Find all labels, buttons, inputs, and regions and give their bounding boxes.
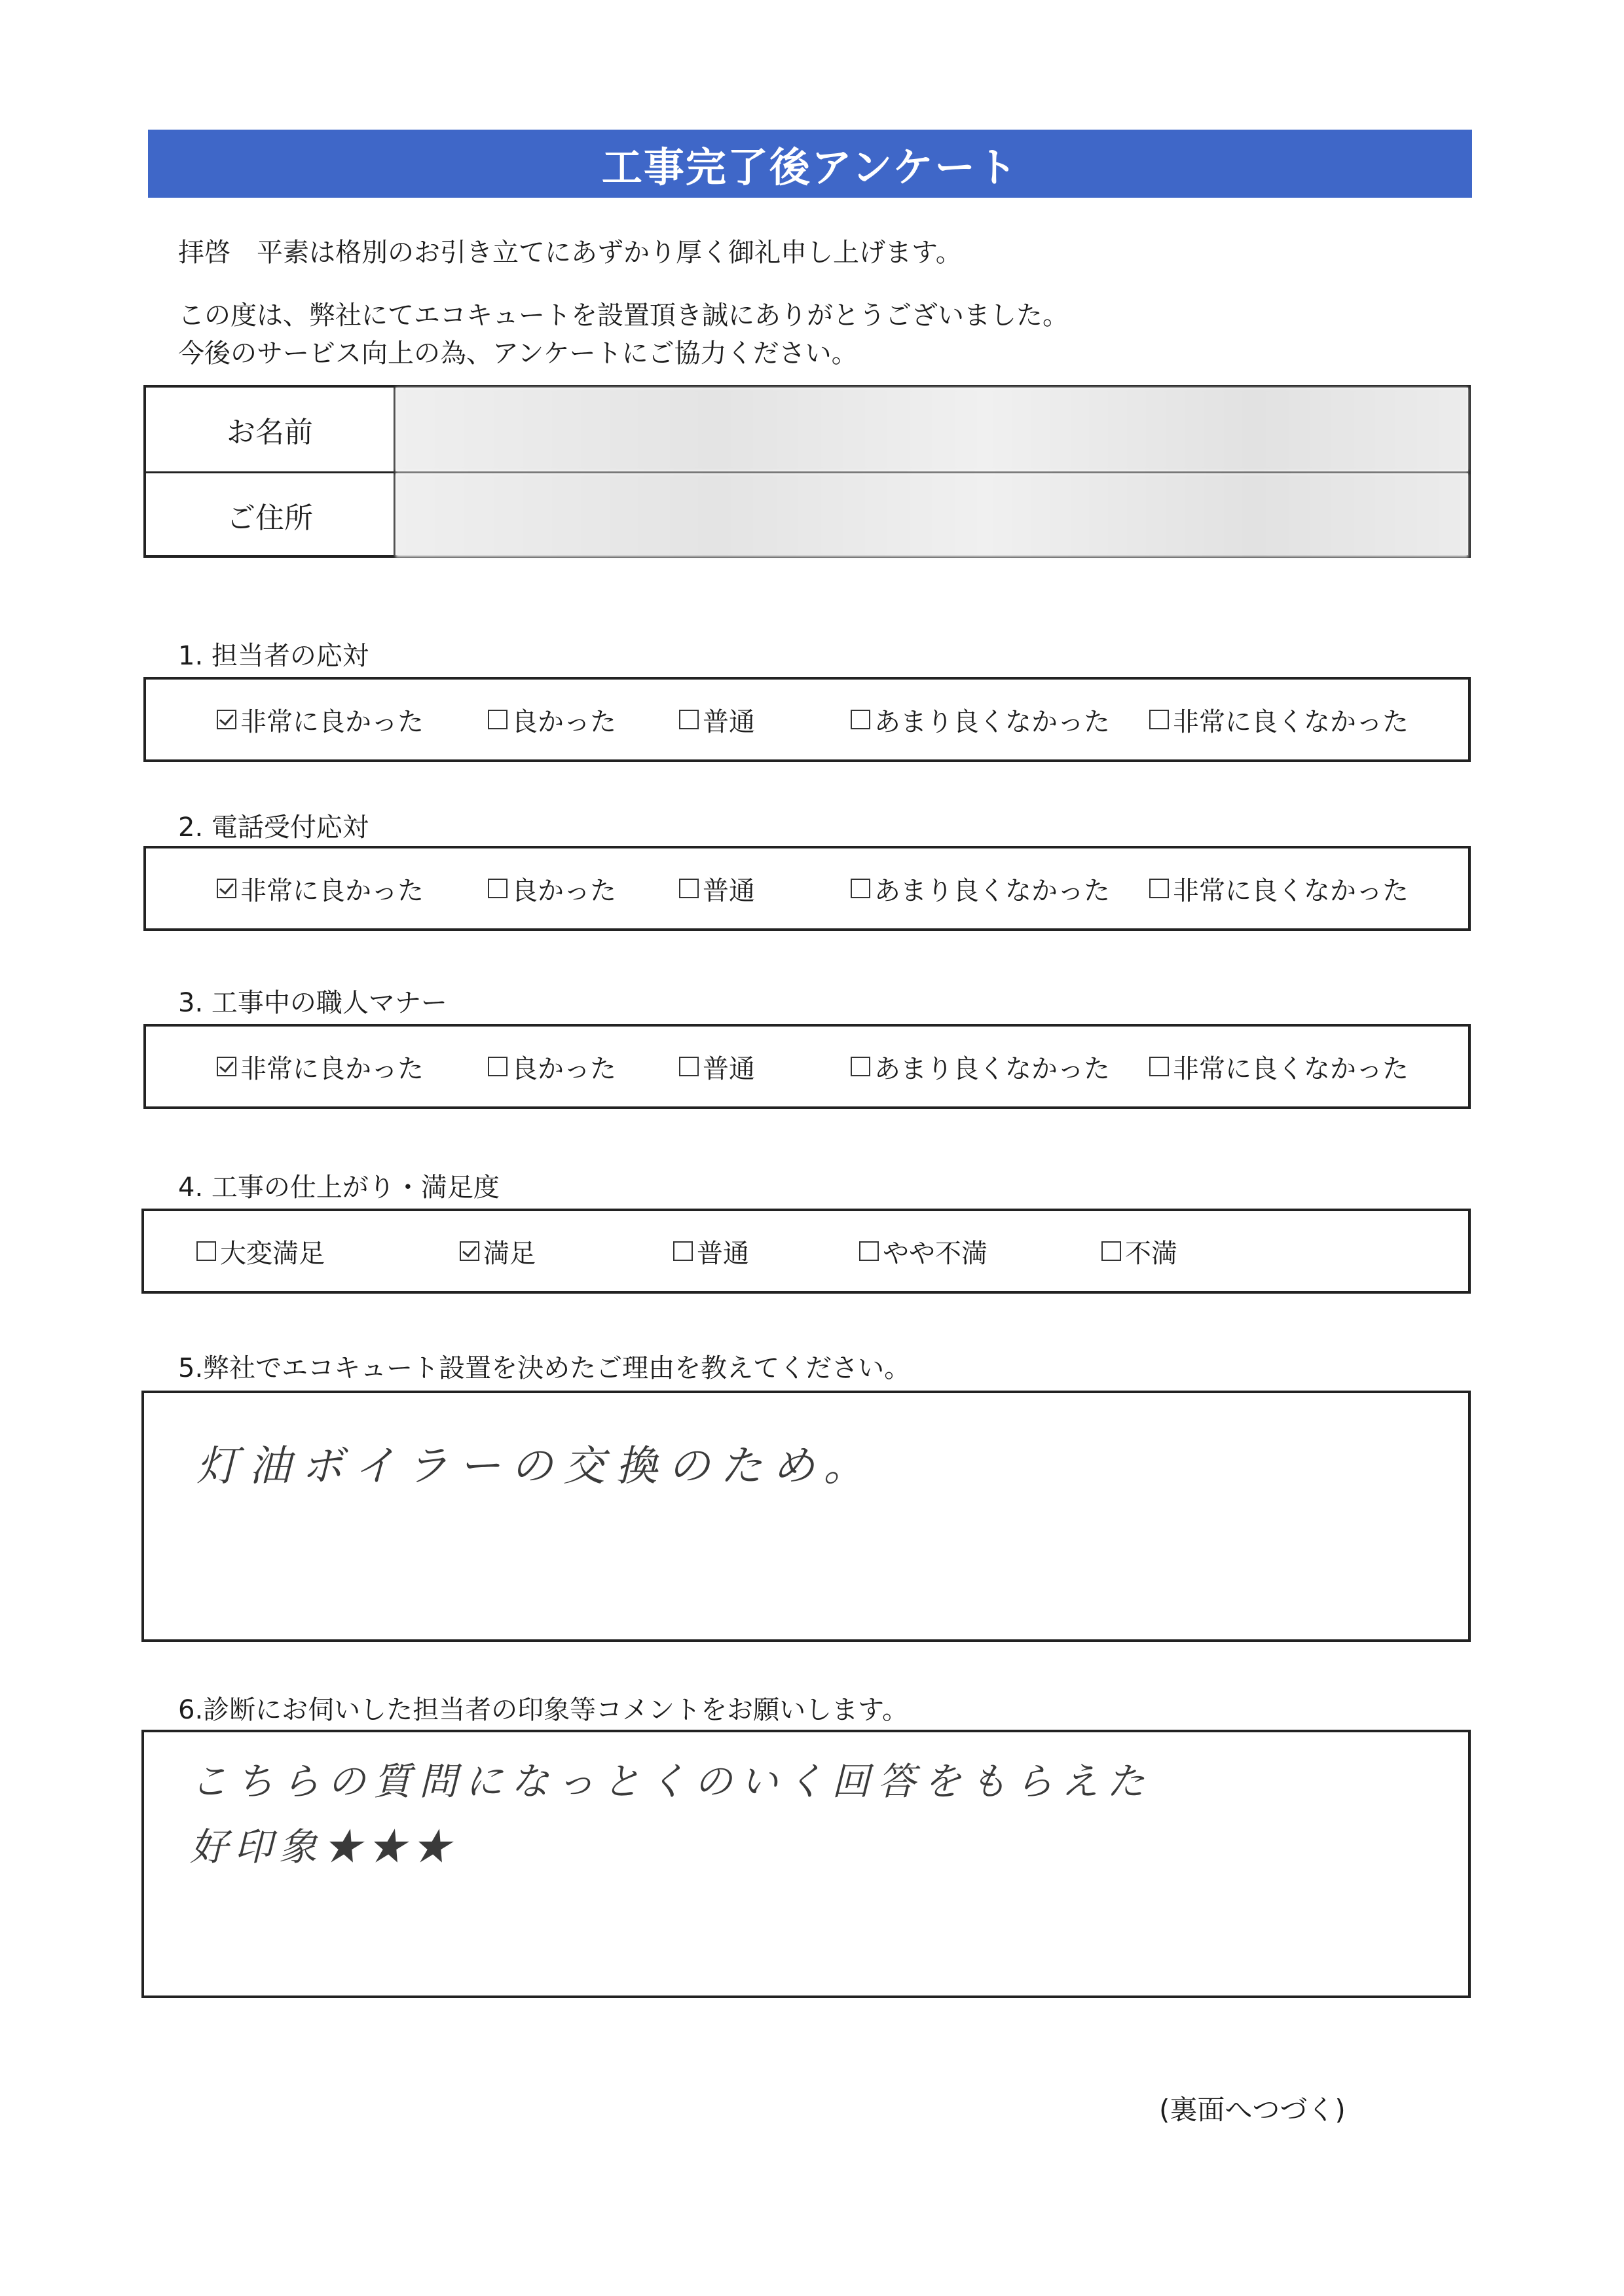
q5-handwritten-answer: 灯油ボイラーの交換のため。 <box>196 1442 876 1491</box>
checkbox-icon[interactable] <box>859 1241 879 1261</box>
address-field-redacted[interactable] <box>396 473 1468 557</box>
checkbox-icon[interactable] <box>1149 1057 1169 1076</box>
q1-option-2[interactable] <box>488 680 616 759</box>
option-label: 非常に良くなかった <box>1173 1053 1409 1084</box>
q1-option-1[interactable] <box>217 680 424 759</box>
q6-title: 6.診断にお伺いした担当者の印象等コメントをお願いします。 <box>178 1695 908 1725</box>
option-label: 良かった <box>511 875 616 906</box>
greeting-text: 拝啓 平素は格別のお引き立てにあずかり厚く御礼申し上げます。 <box>178 238 962 268</box>
option-label: 非常に良かった <box>240 706 424 737</box>
q4-options-box <box>141 1209 1471 1294</box>
option-label: 大変満足 <box>220 1238 325 1269</box>
q4-option-1[interactable] <box>196 1211 325 1291</box>
survey-title: 工事完了後アンケート <box>148 130 1472 198</box>
option-label: 普通 <box>703 706 755 737</box>
q5-title: 5.弊社でエコキュート設置を決めたご理由を教えてください。 <box>178 1353 911 1383</box>
option-label: あまり良くなかった <box>874 1053 1110 1084</box>
q2-option-1[interactable] <box>217 848 424 928</box>
q3-option-2[interactable] <box>488 1027 616 1106</box>
option-label: 良かった <box>511 1053 616 1084</box>
checkbox-icon[interactable] <box>217 710 236 729</box>
q2-option-5[interactable] <box>1149 848 1409 928</box>
checkbox-icon[interactable] <box>217 1057 236 1076</box>
q2-option-4[interactable] <box>851 848 1110 928</box>
option-label: 非常に良かった <box>240 875 424 906</box>
option-label: 満足 <box>483 1238 536 1269</box>
name-label: お名前 <box>146 388 396 471</box>
q3-option-5[interactable] <box>1149 1027 1409 1106</box>
q1-option-3[interactable] <box>679 680 755 759</box>
checkbox-icon[interactable] <box>217 879 236 898</box>
option-label: 普通 <box>697 1238 749 1269</box>
address-row <box>146 473 1468 557</box>
q1-options-box <box>143 677 1471 762</box>
q5-answer-box[interactable] <box>141 1391 1471 1642</box>
option-label: あまり良くなかった <box>874 706 1110 737</box>
q2-option-2[interactable] <box>488 848 616 928</box>
intro-text-2: 今後のサービス向上の為、アンケートにご協力ください。 <box>178 338 858 369</box>
q3-option-3[interactable] <box>679 1027 755 1106</box>
option-label: 非常に良くなかった <box>1173 875 1409 906</box>
checkbox-icon[interactable] <box>679 879 699 898</box>
checkbox-icon[interactable] <box>488 710 507 729</box>
checkbox-icon[interactable] <box>460 1241 479 1261</box>
q3-title: 3. 工事中の職人マナー <box>178 988 447 1018</box>
q4-title: 4. 工事の仕上がり・満足度 <box>178 1173 500 1203</box>
checkbox-icon[interactable] <box>488 1057 507 1076</box>
option-label: 非常に良くなかった <box>1173 706 1409 737</box>
q4-option-3[interactable] <box>673 1211 749 1291</box>
checkbox-icon[interactable] <box>196 1241 216 1261</box>
option-label: 不満 <box>1125 1238 1177 1269</box>
q3-option-1[interactable] <box>217 1027 424 1106</box>
q1-title: 1. 担当者の応対 <box>178 641 369 671</box>
q6-answer-box[interactable] <box>141 1730 1471 1998</box>
address-label: ご住所 <box>146 473 396 557</box>
q1-option-5[interactable] <box>1149 680 1409 759</box>
name-row <box>146 388 1468 473</box>
q3-options-box <box>143 1024 1471 1109</box>
checkbox-icon[interactable] <box>1149 879 1169 898</box>
checkbox-icon[interactable] <box>851 879 870 898</box>
checkbox-icon[interactable] <box>488 879 507 898</box>
intro-text-1: この度は、弊社にてエコキュートを設置頂き誠にありがとうございました。 <box>178 301 1069 331</box>
checkbox-icon[interactable] <box>673 1241 693 1261</box>
q6-handwritten-answer-line-1: こちらの質問になっとくのいく回答をもらえた <box>190 1759 1153 1804</box>
q4-option-2[interactable] <box>460 1211 536 1291</box>
checkbox-icon[interactable] <box>851 1057 870 1076</box>
continued-on-back-note: (裏面へつづく) <box>1159 2094 1346 2126</box>
option-label: あまり良くなかった <box>874 875 1110 906</box>
q3-option-4[interactable] <box>851 1027 1110 1106</box>
q6-handwritten-answer-line-2: 好印象★★★ <box>190 1825 458 1869</box>
option-label: 普通 <box>703 875 755 906</box>
checkbox-icon[interactable] <box>1101 1241 1121 1261</box>
customer-info-table <box>143 385 1471 558</box>
option-label: 非常に良かった <box>240 1053 424 1084</box>
name-field-redacted[interactable] <box>396 388 1468 471</box>
q1-option-4[interactable] <box>851 680 1110 759</box>
q4-option-4[interactable] <box>859 1211 987 1291</box>
q2-options-box <box>143 846 1471 931</box>
option-label: 良かった <box>511 706 616 737</box>
checkbox-icon[interactable] <box>1149 710 1169 729</box>
checkbox-icon[interactable] <box>679 1057 699 1076</box>
q2-title: 2. 電話受付応対 <box>178 812 369 843</box>
option-label: 普通 <box>703 1053 755 1084</box>
q4-option-5[interactable] <box>1101 1211 1177 1291</box>
option-label: やや不満 <box>883 1238 987 1269</box>
checkbox-icon[interactable] <box>679 710 699 729</box>
q2-option-3[interactable] <box>679 848 755 928</box>
checkbox-icon[interactable] <box>851 710 870 729</box>
